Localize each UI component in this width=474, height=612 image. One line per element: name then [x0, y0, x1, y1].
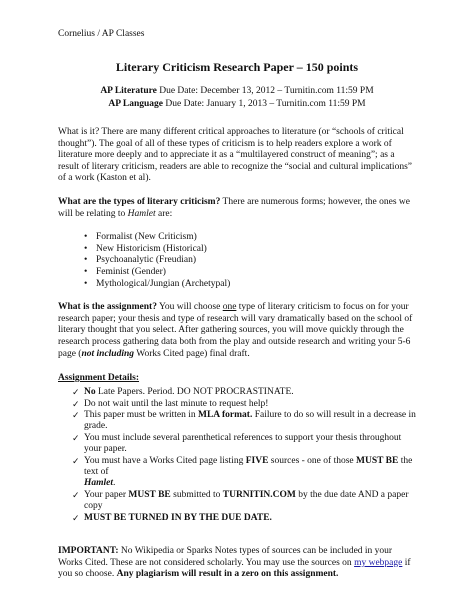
types-paragraph — [58, 197, 416, 220]
types-text: There are numerous forms; however, the ones we will be relating to — [58, 196, 410, 219]
detail-bold: MUST BE — [128, 489, 171, 500]
important-text: if you so choose. — [58, 557, 411, 580]
assignment-paragraph — [58, 302, 416, 360]
checkmark-icon: ✓ — [72, 432, 80, 443]
checkmark-icon: ✓ — [72, 489, 80, 500]
important-label: IMPORTANT: — [58, 545, 119, 556]
assignment-details-list — [58, 387, 416, 524]
list-item — [72, 456, 416, 490]
detail-text: Late Papers. Period. DO NOT PROCRASTINATE. — [95, 387, 294, 398]
checkmark-icon: ✓ — [72, 387, 80, 398]
detail-text: You must include several parenthetical references to support your thesis throughout your paper. — [84, 432, 402, 455]
detail-bold: No — [84, 387, 96, 398]
assignment-question: What is the assignment? — [58, 302, 157, 313]
types-question: What are the types of literary criticism? — [58, 196, 221, 207]
assignment-text: Works Cited page) final draft. — [134, 348, 250, 359]
emphasis-not-including: not including — [81, 348, 135, 359]
detail-text: Your paper — [84, 489, 129, 500]
checkmark-icon: ✓ — [72, 512, 80, 523]
plagiarism-warning: Any plagiarism will result in a zero on this assignment. — [116, 569, 339, 580]
detail-bold: MLA format. — [197, 409, 253, 420]
due-date-label: AP Literature — [100, 86, 157, 96]
important-paragraph — [58, 546, 416, 581]
detail-text: by the due date AND a paper copy — [84, 489, 409, 512]
list-item: • Psychoanalytic (Freudian) — [86, 255, 416, 267]
list-item — [72, 433, 416, 456]
list-item — [72, 410, 416, 433]
criticism-types-list — [58, 232, 416, 290]
due-date-text: Due Date: January 1, 2013 – Turnitin.com 11:59 PM — [165, 99, 366, 109]
list-item — [72, 513, 416, 524]
detail-text: You must have a Works Cited page listing — [84, 455, 246, 466]
due-date-ap-language — [58, 98, 416, 111]
work-title: Hamlet — [84, 478, 114, 489]
detail-text: . — [113, 478, 116, 489]
list-item — [72, 399, 416, 410]
checkmark-icon: ✓ — [72, 398, 80, 409]
due-date-label: AP Language — [108, 99, 164, 109]
important-text: No Wikipedia or Sparks Notes types of sources can be included in your Works Cited. These are not considered scholarly. You may use the sources on — [58, 545, 393, 568]
course-header: Cornelius / AP Classes — [58, 29, 145, 39]
detail-text: This paper must be written in — [84, 409, 198, 420]
types-text-end: are: — [155, 208, 173, 219]
list-item — [72, 387, 416, 398]
assignment-text: You will choose — [156, 302, 223, 313]
details-heading: Assignment Details: — [58, 373, 140, 384]
detail-text: submitted to — [170, 489, 223, 500]
detail-bold: MUST BE — [356, 455, 399, 466]
detail-text: the text of — [84, 455, 413, 477]
assignment-text: type of literary criticism to focus on for your research paper; your thesis and type of research will vary dramatically based on the school of literary thought that you select. After gathering sources, you will move quickly through the research process gathering data both from the play and outside research and writing your 5-6 page ( — [58, 302, 413, 359]
list-item: • Feminist (Gender) — [86, 267, 416, 279]
page-title: Literary Criticism Research Paper – 150 points — [115, 60, 359, 74]
detail-bold: FIVE — [245, 455, 269, 466]
list-item: • Mythological/Jungian (Archetypal) — [86, 279, 416, 291]
list-item: • New Historicism (Historical) — [86, 244, 416, 256]
checkmark-icon: ✓ — [72, 409, 80, 420]
checkmark-icon: ✓ — [72, 455, 80, 466]
emphasis-one: one — [222, 302, 237, 313]
due-date-text: Due Date: December 13, 2012 – Turnitin.com 11:59 PM — [159, 86, 374, 96]
due-date-ap-literature — [58, 85, 416, 98]
detail-text: Failure to do so will result in a decrease in grade. — [84, 409, 416, 432]
work-title: Hamlet — [127, 208, 156, 219]
detail-text: Do not wait until the last minute to request help! — [84, 398, 269, 409]
detail-text: sources - one of those — [268, 455, 356, 466]
list-item — [72, 490, 416, 513]
webpage-link[interactable]: my webpage — [354, 557, 403, 568]
list-item: • Formalist (New Criticism) — [86, 232, 416, 244]
detail-bold: TURNITIN.COM — [222, 489, 296, 500]
detail-bold: MUST BE TURNED IN BY THE DUE DATE. — [84, 512, 272, 523]
intro-paragraph: What is it? There are many different critical approaches to literature (or “schools of critical thought”). The goal of all of these types of criticism is to help readers explore a work of literature more deeply and to appreciate it as a “multilayered construct of meaning”; as a result of literary criticism, readers are able to recognize the “social and cultural implications” of a work (Kaston et al). — [58, 127, 412, 184]
